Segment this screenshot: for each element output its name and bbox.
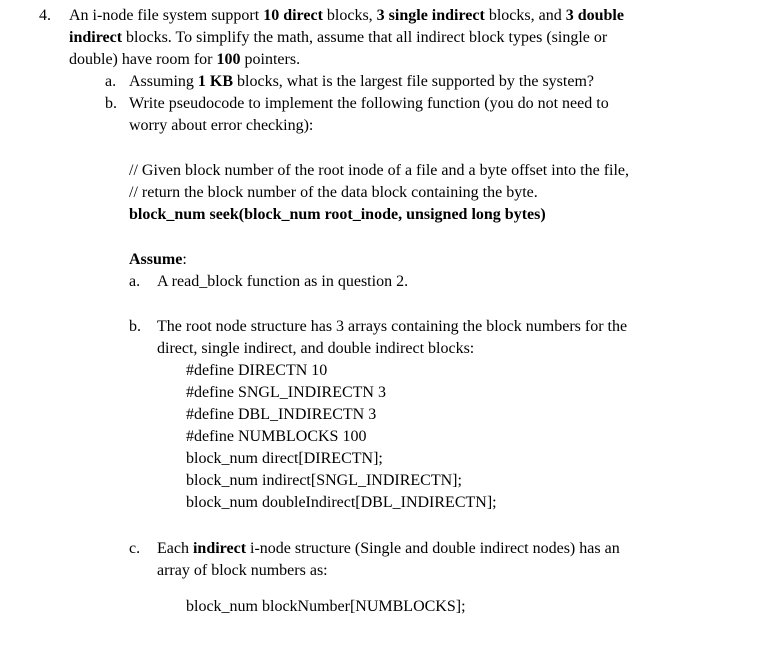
part-b-line-1: Write pseudocode to implement the following function (you do not need to [129, 95, 609, 112]
function-signature: block_num seek(block_num root_inode, unsigned long bytes) [129, 206, 546, 223]
assumption-c-marker: c. [129, 540, 141, 557]
code-comment-1: // Given block number of the root inode of a file and a byte offset into the file, [129, 162, 630, 179]
bold-text: 10 direct [263, 7, 323, 24]
assumption-b-marker: b. [129, 318, 141, 335]
assumption-c-line-1 [157, 539, 620, 559]
text: An i-node file system support [69, 7, 264, 24]
intro-line-3 [69, 50, 300, 70]
assumption-c-line-2: array of block numbers as: [157, 562, 328, 579]
text: Each [157, 540, 193, 557]
bold-text: 100 [216, 51, 241, 68]
bold-text: 3 single indirect [376, 7, 485, 24]
text: blocks, [322, 7, 377, 24]
text: pointers. [240, 51, 301, 68]
text: i-node structure (Single and double indirect nodes) has an [246, 540, 620, 557]
bold-text: indirect [69, 29, 123, 46]
bold-text: 3 double [565, 7, 624, 24]
assumption-b-line-2: direct, single indirect, and double indirect blocks: [157, 340, 475, 357]
intro-line-1 [69, 6, 624, 26]
assumption-a-marker: a. [129, 273, 141, 290]
code-line-define-numblocks: #define NUMBLOCKS 100 [186, 428, 367, 445]
text: double) have room for [69, 51, 217, 68]
code-comment-2: // return the block number of the data block containing the byte. [129, 184, 538, 201]
part-b-line-2: worry about error checking): [129, 117, 314, 134]
question-number: 4. [39, 7, 51, 24]
text: blocks. To simplify the math, assume that all indirect block types (single or [122, 29, 608, 46]
code-line-blocknumber-array: block_num blockNumber[NUMBLOCKS]; [186, 598, 466, 615]
assumption-a-text: A read_block function as in question 2. [157, 273, 409, 290]
code-line-define-dbl: #define DBL_INDIRECTN 3 [186, 406, 377, 423]
part-b-marker: b. [105, 95, 117, 112]
part-a-text [129, 72, 594, 92]
bold-text: 1 KB [197, 73, 234, 90]
assume-label: Assume [129, 251, 183, 268]
bold-text: indirect [192, 540, 247, 557]
code-line-direct-array: block_num direct[DIRECTN]; [186, 450, 383, 467]
assume-heading [129, 250, 187, 270]
text: blocks, what is the largest file supported by the system? [233, 73, 594, 90]
code-line-double-indirect-array: block_num doubleIndirect[DBL_INDIRECTN]; [186, 494, 497, 511]
part-a-marker: a. [105, 73, 117, 90]
intro-line-2 [69, 28, 607, 48]
assume-colon: : [182, 251, 187, 268]
code-line-define-directn: #define DIRECTN 10 [186, 362, 328, 379]
text: blocks, and [484, 7, 566, 24]
text: Assuming [129, 73, 198, 90]
code-line-indirect-array: block_num indirect[SNGL_INDIRECTN]; [186, 472, 462, 489]
code-line-define-sngl: #define SNGL_INDIRECTN 3 [186, 384, 386, 401]
assumption-b-line-1: The root node structure has 3 arrays containing the block numbers for the [157, 318, 628, 335]
